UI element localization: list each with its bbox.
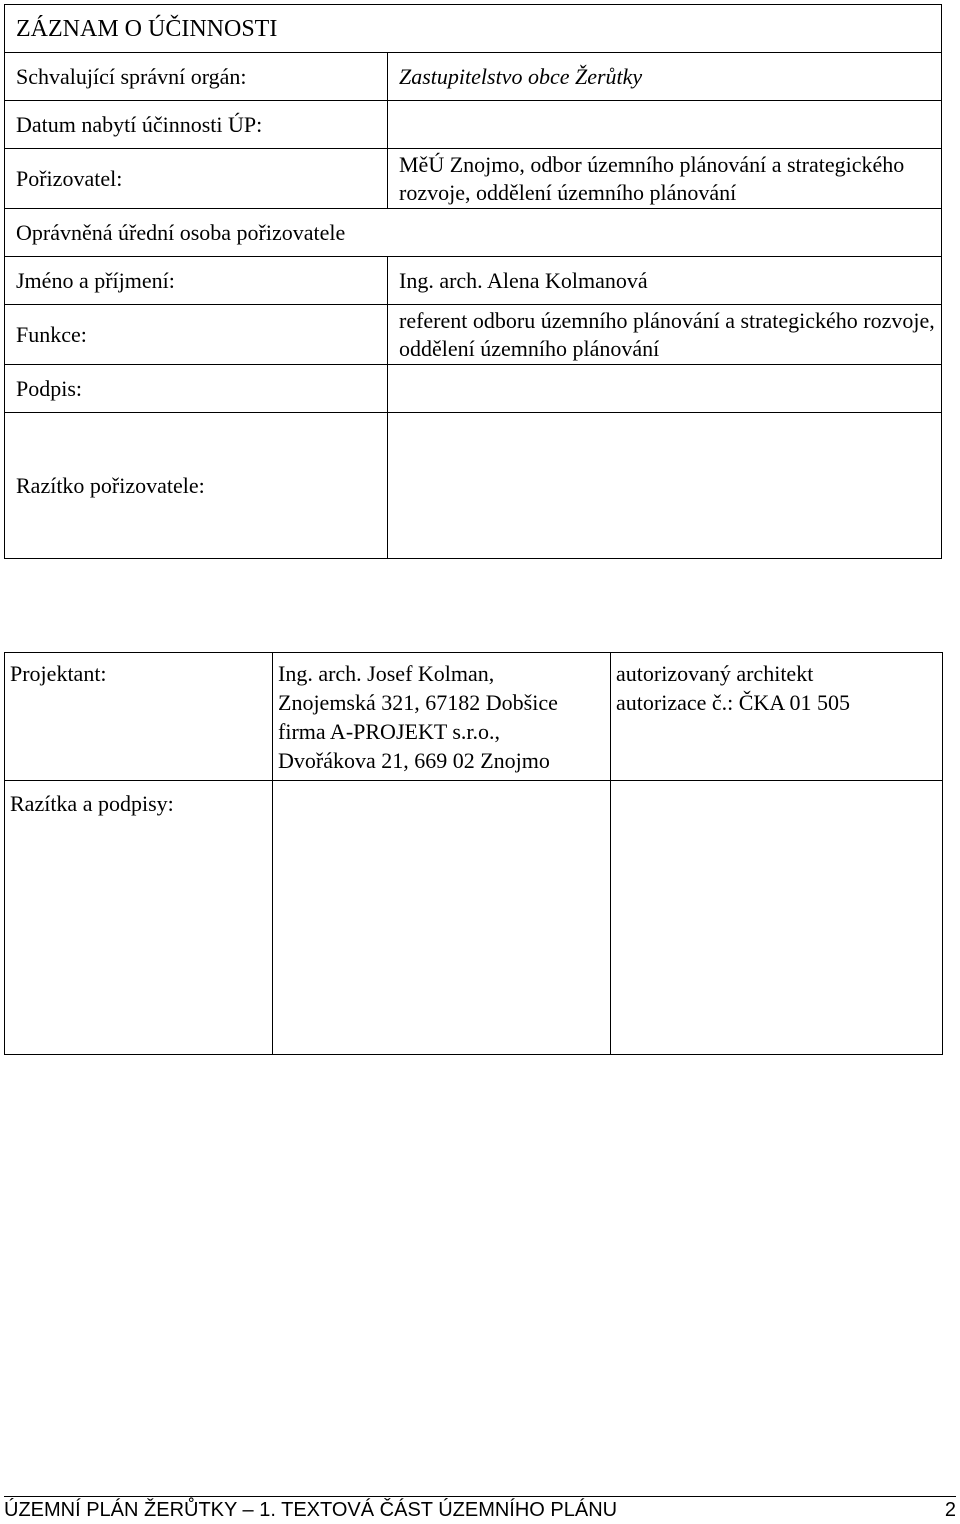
function-label: Funkce:: [5, 305, 388, 365]
designer-company: firma A-PROJEKT s.r.o.,: [278, 719, 501, 744]
signature-label: Podpis:: [5, 365, 388, 413]
designer-info: [273, 653, 611, 781]
record-title: ZÁZNAM O ÚČINNOSTI: [5, 5, 942, 53]
approving-authority-value: Zastupitelstvo obce Žerůtky: [388, 53, 942, 101]
effective-date-label: Datum nabytí účinnosti ÚP:: [5, 101, 388, 149]
designer-company-address: Dvořákova 21, 669 02 Znojmo: [278, 748, 550, 773]
stamp-field-designer: [273, 781, 611, 1055]
procurer-label: Pořizovatel:: [5, 149, 388, 209]
procurer-value: MěÚ Znojmo, odbor územního plánování a strategického rozvoje, oddělení územního plánování: [388, 149, 942, 209]
designer-authorization: autorizace č.: ČKA 01 505: [616, 690, 850, 715]
stamp-label: Razítko pořizovatele:: [5, 413, 388, 559]
stamp-field-architect: [611, 781, 943, 1055]
signature-field: [388, 365, 942, 413]
stamp-field: [388, 413, 942, 559]
function-value: referent odboru územního plánování a strategického rozvoje, oddělení územního plánování: [388, 305, 942, 365]
designer-address: Znojemská 321, 67182 Dobšice: [278, 690, 558, 715]
designer-role-title: autorizovaný architekt: [616, 661, 814, 686]
effectiveness-record-table: [4, 4, 942, 559]
authorized-person-label: Oprávněná úřední osoba pořizovatele: [5, 209, 942, 257]
name-value: Ing. arch. Alena Kolmanová: [388, 257, 942, 305]
stamps-label: Razítka a podpisy:: [5, 781, 273, 1055]
footer-doc-title: ÚZEMNÍ PLÁN ŽERŮTKY – 1. TEXTOVÁ ČÁST ÚZEMNÍHO PLÁNU: [4, 1499, 618, 1521]
effective-date-value: [388, 101, 942, 149]
designer-name: Ing. arch. Josef Kolman,: [278, 661, 495, 686]
designer-role: [611, 653, 943, 781]
approving-authority-label: Schvalující správní orgán:: [5, 53, 388, 101]
name-label: Jméno a příjmení:: [5, 257, 388, 305]
page-footer: [4, 1496, 956, 1522]
designer-label: Projektant:: [5, 653, 273, 781]
page-number: 2: [944, 1499, 956, 1521]
designer-table: [4, 652, 943, 1055]
